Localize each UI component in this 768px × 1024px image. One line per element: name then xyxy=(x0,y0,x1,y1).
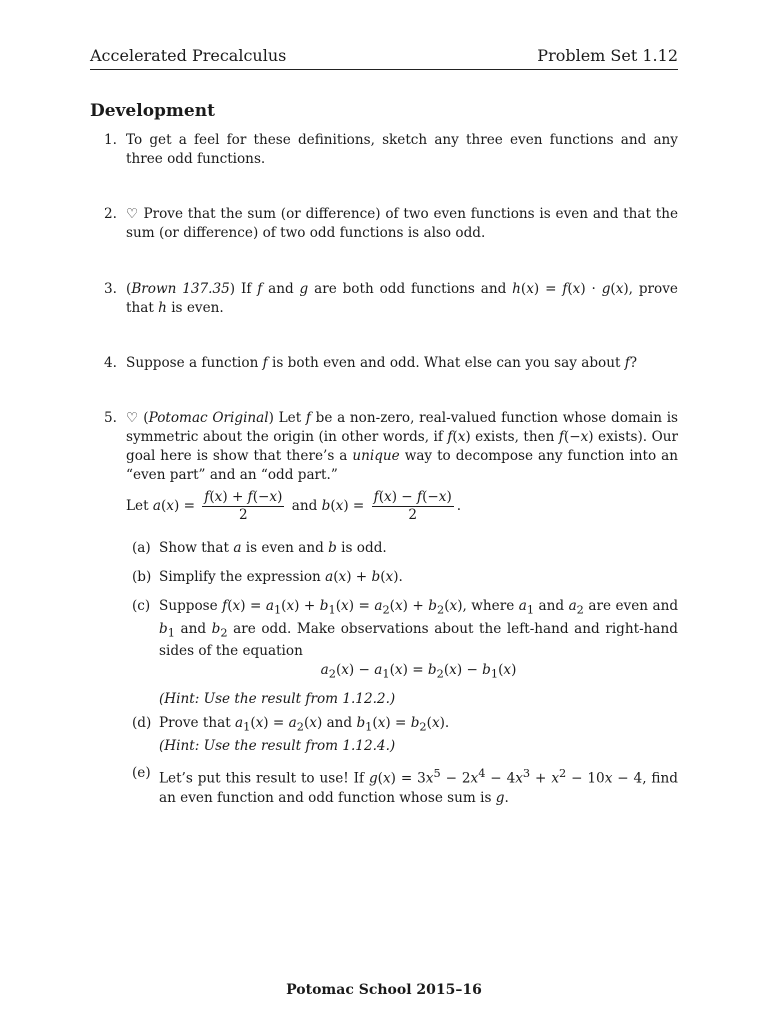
subpart-label: (e) xyxy=(132,765,151,781)
problem-text: (Brown 137.35) If f and g are both odd functions and h(x) = f(x) · g(x), prove that h is even. xyxy=(126,281,678,316)
problem-set-number: Problem Set 1.12 xyxy=(537,46,678,65)
page-header xyxy=(90,46,678,70)
subpart-label: (d) xyxy=(132,715,152,731)
problem-text: ♡ (Potomac Original) Let f be a non-zero, real-valued function whose domain is symmetric about the origin (in other words, if f(x) exists, then f(−x) exists). Our goal here is show that there’s a unique way to decompose any function into an “even part” and an “odd part.” xyxy=(126,410,679,483)
equation: $a_2(x) - a_1(x) = b_2(x) - b_1(x)$ xyxy=(320,662,517,682)
problem-number: 4. xyxy=(104,355,117,371)
subpart-text: Prove that $a_1(x) = a_2(x)$ and $b_1(x) = b_2(x)$. (Hint: Use the result from 1.12.4.) xyxy=(159,714,678,756)
problem-source: Potomac Original xyxy=(148,410,269,426)
subpart-text: Suppose $f(x) = a_1(x) + b_1(x) = a_2(x) + b_2(x)$, where $a_1$ and $a_2$ are even and $b_1$ and $b_2$ are odd. Make observations about the left-hand and right-hand sides of the equation $a_2(x) - a_1(x) = b_2(x) - b_1(x)$ (Hint: Use the result from 1.12.2.) xyxy=(159,598,679,708)
heart-icon: ♡ xyxy=(126,206,139,222)
course-title: Accelerated Precalculus xyxy=(90,46,287,65)
problem-set-page: Accelerated Precalculus Problem Set 1.12 Development 1. To get a feel for these definitions, sketch any three even functions and any three odd functions. 2. ♡ Prove that the sum (or difference) of two even functions is even and that the sum (or difference) of two odd functions is also odd. 3. (Brown 137.35) If f and g are both odd functions and h(x) = f(x) · g(x), prove that h is even. 4. Suppose a function f is both even and odd. What else can you say about f? 5. ♡ (Potomac Original) Let f be a non-zero, real-valued function whose domain is symmetric about the origin (in other words, if f(x) exists, then f(−x) exists). Our goal here is show that there’s a unique way to decompose any function into an “even part” and an “odd part.” Let a(x) = $\frac{f(x) + f(-x)}{2}$ and b(x) = $\frac{f(x) - f(-x)}{2}$ . (a) Show that a is even and b is odd. (b) Simplify the expression a(x) + b(x). (c) Suppose $f(x) = a_1(x) + b_1(x) = a_2(x) + b_2(x)$, where $a_1$ and $a_2$ are even and $b_1$ and $b_2$ are odd. Make observations about the left-hand and right-hand sides of the equation $a_2(x) - a_1(x) = b_2(x) - b_1(x)$ (Hint: Use the result from 1.12.2.) (d) Prove that $a_1(x) = a_2(x)$ and $b_1(x) = b_2(x)$. (Hint: Use the result from 1.12.4.) (e) Let’s put this result to use! If $g(x) = 3x^5 - 2x^4 - 4x^3 + x^2 - 10x - 4$, find an even function and odd function whose sum is g. Potomac School 2015–16 xyxy=(0,0,768,1024)
page-footer: Potomac School 2015–16 xyxy=(286,982,482,998)
subpart-label: (b) xyxy=(132,569,152,585)
problem-text: ♡ Prove that the sum (or difference) of two even functions is even and that the sum (or difference) of two odd functions is also odd. xyxy=(126,206,679,241)
hint-text: (Hint: Use the result from 1.12.2.) xyxy=(159,691,396,708)
problem-number: 5. xyxy=(104,410,117,426)
fraction-a: $\frac{f(x) + f(-x)}{2}$ xyxy=(204,489,283,523)
problem-number: 2. xyxy=(104,206,117,222)
subpart-text: Simplify the expression a(x) + b(x). xyxy=(159,569,403,585)
subpart-label: (a) xyxy=(132,540,151,556)
subpart-label: (c) xyxy=(132,598,151,614)
problem-source: Brown 137.35 xyxy=(131,281,230,297)
problem-text: To get a feel for these definitions, sketch any three even functions and any three odd functions. xyxy=(126,132,678,167)
heart-icon: ♡ xyxy=(126,410,139,426)
subpart-text: Show that a is even and b is odd. xyxy=(159,540,387,556)
problem-number: 1. xyxy=(104,132,117,148)
problem-number: 3. xyxy=(104,281,117,297)
subpart-text: Let’s put this result to use! If $g(x) = 3x^5 - 2x^4 - 4x^3 + x^2 - 10x - 4$, find an even function and odd function whose sum is g. xyxy=(159,766,678,806)
fraction-b: $\frac{f(x) - f(-x)}{2}$ xyxy=(373,489,452,523)
section-title: Development xyxy=(90,101,215,121)
hint-text: (Hint: Use the result from 1.12.4.) xyxy=(159,737,396,754)
problem-text: Suppose a function f is both even and odd. What else can you say about f? xyxy=(126,355,638,371)
